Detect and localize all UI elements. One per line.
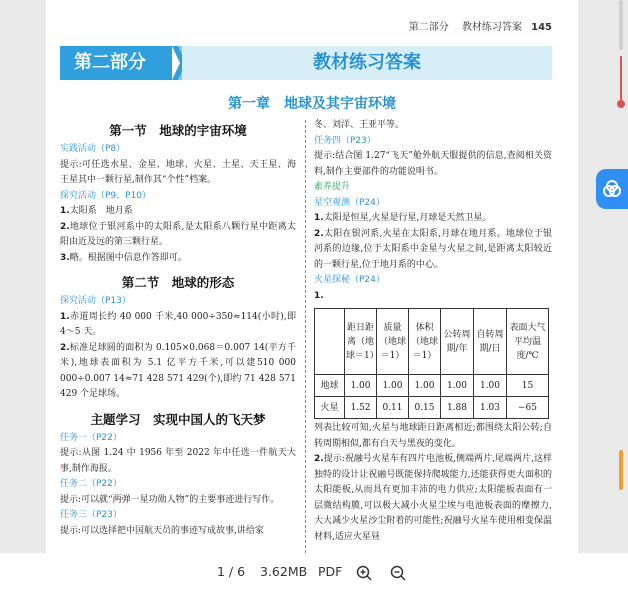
page-number: 145 xyxy=(531,22,552,33)
task-label: 任务一（P22） xyxy=(60,432,122,443)
chapter-title: 第一章 地球及其宇宙环境 xyxy=(228,96,396,112)
table-header-cell: 表面大气平均温度/℃ xyxy=(507,309,549,375)
table-header-cell xyxy=(315,309,345,375)
answer-item-number: 1. xyxy=(314,290,324,301)
zoom-out-icon[interactable] xyxy=(389,564,407,582)
header-title: 教材练习答案 xyxy=(461,22,522,33)
running-header xyxy=(409,18,552,33)
table-row xyxy=(315,397,549,419)
activity-label: 实践活动（P8） xyxy=(60,144,126,154)
answer-item: 2.地球位于银河系中的太阳系,是太阳系八颗行星中距离太阳由近及远的第三颗行星。 xyxy=(60,221,296,247)
answer-item: 1.太阳是恒星,火星是行星,月球是天然卫星。 xyxy=(314,213,492,223)
section-heading: 第二节 地球的形态 xyxy=(121,275,235,290)
table-cell: 1.52 xyxy=(345,397,377,419)
planet-comparison-table xyxy=(314,308,549,419)
table-header-cell: 距日距离（地球＝1） xyxy=(345,309,377,375)
part-banner xyxy=(60,46,552,80)
table-cell: 1.00 xyxy=(441,375,474,397)
table-cell: 火星 xyxy=(315,397,345,419)
task-label: 任务三（P23） xyxy=(60,510,122,520)
table-cell: 地球 xyxy=(315,375,345,397)
page-indicator[interactable]: 1 / 6 xyxy=(217,564,246,579)
table-header-cell: 质量（地球＝1） xyxy=(377,309,409,375)
table-cell: 1.03 xyxy=(474,397,507,419)
table-cell: 0.11 xyxy=(377,397,409,419)
section-heading: 第一节 地球的宇宙环境 xyxy=(109,123,247,138)
page-scrollbar[interactable] xyxy=(614,0,628,591)
table-cell: 1.00 xyxy=(474,375,507,397)
file-format: PDF xyxy=(318,564,343,579)
column-divider xyxy=(305,120,306,553)
document-page xyxy=(46,0,578,553)
table-cell: 1.00 xyxy=(409,375,441,397)
banner-part-label: 第二部分 xyxy=(60,46,172,80)
section-heading: 主题学习 实现中国人的飞天梦 xyxy=(90,411,266,427)
answer-text: 提示:结合图 1.27“飞天”舱外航天服提供的信息,查阅相关资料,制作主要部件的功能说明书。 xyxy=(314,151,552,177)
activity-label: 探究活动（P13） xyxy=(60,296,131,306)
answer-text: 提示:从图 1.24 中 1956 年至 2022 年中任选一件航天大事,制作海报。 xyxy=(60,448,296,474)
table-header-cell: 体积（地球＝1） xyxy=(409,309,441,375)
table-cell: 15 xyxy=(507,375,549,397)
cloud-icon xyxy=(602,179,622,199)
answer-item: 3.略。根据图中信息作答即可。 xyxy=(60,252,187,263)
activity-label: 探究活动（P9、P10） xyxy=(60,190,152,201)
header-part: 第二部分 xyxy=(408,22,449,33)
table-cell: 1.88 xyxy=(441,397,474,419)
zoom-in-icon[interactable] xyxy=(355,564,373,582)
activity-label: 火星探秘（P24） xyxy=(314,275,385,285)
viewer-toolbar xyxy=(0,553,628,591)
table-row xyxy=(315,375,549,397)
answer-item: 1.赤道周长约 40 000 千米,40 000÷350≈114(小时),即4～5 天。 xyxy=(60,311,296,337)
table-cell: −65 xyxy=(507,397,549,419)
table-cell: 0.15 xyxy=(409,397,441,419)
table-header-row xyxy=(315,309,549,375)
table-header-cell: 公转周期/年 xyxy=(441,309,474,375)
ai-assistant-button[interactable] xyxy=(596,169,628,209)
activity-label: 星空观测（P24） xyxy=(314,197,385,208)
file-size: 3.62MB xyxy=(260,564,308,579)
answer-item: 2.太阳在银河系,火星在太阳系,月球在地月系。地球位于银河系的边缘,位于太阳系中金星与火星之间,是距离太阳较近的一颗行星,位于地月系的中心。 xyxy=(314,228,552,270)
answer-text: 提示:可任选水星、金星、地球、火星、土星、天王星、海王星其中一颗行星,制作其“个性”档案。 xyxy=(60,159,296,185)
answer-text: 列表比较可知,火星与地球距日距离相近;都围绕太阳公转;自转周期相似,都有白天与黑夜的变化。 xyxy=(314,423,552,449)
answer-item: 1.太阳系 地月系 xyxy=(60,206,133,216)
answer-item: 2.标准足球圆的面积为 0.105×0.068＝0.007 14(平方千米),地球表面积为 5.1 亿平方千米,可以建510 000 000÷0.007 14≈71 428 571 429(个),即约 71 428 571 429 个足球场。 xyxy=(60,342,296,399)
literacy-label: 素养提升 xyxy=(314,182,351,192)
answer-item: 2.提示:祝融号火星车有四片电池板,侧端两片,尾端两片,这样独特的设计让祝融号既能保持爬坡能力,还能获得更大面积的太阳能板,从而具有更加丰沛的电力供应;太阳能板表面有一层微结构膜,可以极大减小火星尘埃与电池板表面的摩擦力,大大减少火星沙尘附着的可能性;祝融号火星车使用相变保温材料,适应火星昼 xyxy=(314,454,552,542)
table-header-cell: 自转周期/日 xyxy=(474,309,507,375)
answer-text: 提示:可以选择把中国航天员的事迹写成故事,讲给家 xyxy=(60,525,264,536)
banner-title: 教材练习答案 xyxy=(182,46,552,80)
table-cell: 1.00 xyxy=(377,375,409,397)
task-label: 任务四（P23） xyxy=(314,135,376,146)
answer-text: 提示:可以就“两弹一星功勋人物”的主要事迹进行写作。 xyxy=(60,494,280,505)
task-label: 任务二（P22） xyxy=(60,479,122,489)
left-column xyxy=(60,118,296,539)
answer-text: 冬、刘洋、王亚平等。 xyxy=(314,120,405,130)
table-cell: 1.00 xyxy=(345,375,377,397)
right-column xyxy=(314,118,552,545)
